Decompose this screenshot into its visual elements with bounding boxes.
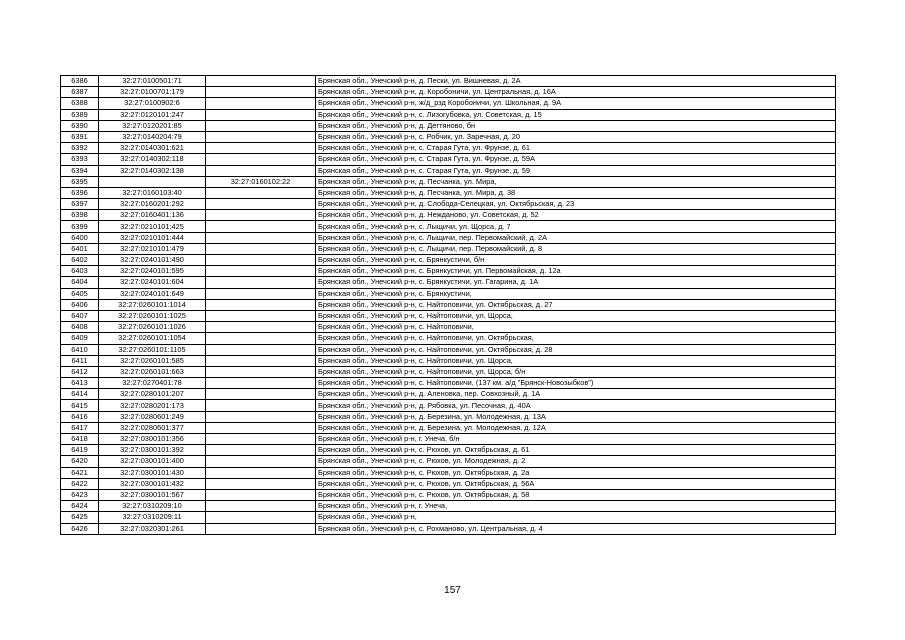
page-number: 157 [444,585,461,596]
table-row [61,288,836,299]
row-number-cell: 6420 [61,456,99,467]
cadastral-number-cell: 32:27:0120101:247 [99,109,206,120]
address-cell: Брянская обл., Унечский р-н, с. Рюхов, ул. Молодежная, д. 2 [316,456,836,467]
cadastral-number-cell: 32:27:0280101:207 [99,389,206,400]
table-row [61,489,836,500]
table-row [61,322,836,333]
row-number-cell: 6407 [61,310,99,321]
row-number-cell: 6409 [61,333,99,344]
row-number-cell: 6401 [61,243,99,254]
cadastral-number-cell: 32:27:0140302:138 [99,165,206,176]
address-cell: Брянская обл., Унечский р-н, с. Лизогубовка, ул. Советская, д. 15 [316,109,836,120]
cadastral-number-cell: 32:27:0280201:173 [99,400,206,411]
cadastral-number-cell: 32:27:0210101:444 [99,232,206,243]
row-number-cell: 6419 [61,445,99,456]
cadastral-number-cell: 32:27:0320301:261 [99,523,206,534]
address-cell: Брянская обл., Унечский р-н, с. Брянкустичи, [316,288,836,299]
address-cell: Брянская обл., Унечский р-н, г. Унеча, б/н [316,434,836,445]
row-number-cell: 6424 [61,501,99,512]
address-cell: Брянская обл., Унечский р-н, с. Старая Гута, ул. Фрунзе, д. 59А [316,154,836,165]
cadastral-number-cell: 32:27:0100902:6 [99,98,206,109]
table-row [61,165,836,176]
previous-number-cell [206,131,316,142]
cadastral-number-cell: 32:27:0240101:490 [99,255,206,266]
previous-number-cell [206,411,316,422]
previous-number-cell [206,266,316,277]
previous-number-cell [206,501,316,512]
previous-number-cell [206,333,316,344]
cadastral-number-cell: 32:27:0300101:432 [99,478,206,489]
address-cell: Брянская обл., Унечский р-н, д. Песчанка, ул. Мира, [316,176,836,187]
address-cell: Брянская обл., Унечский р-н, д. Неждановo, ул. Советская, д. 52 [316,210,836,221]
previous-number-cell [206,478,316,489]
address-cell: Брянская обл., Унечский р-н, д. Коробоничи, ул. Центральная, д. 16А [316,87,836,98]
address-cell: Брянская обл., Унечский р-н, с. Старая Гута, ул. Фрунзе, д. 59 [316,165,836,176]
address-cell: Брянская обл., Унечский р-н, с. Робчик, ул. Заречная, д. 20 [316,131,836,142]
previous-number-cell [206,489,316,500]
address-cell: Брянская обл., Унечский р-н, с. Найтоповичи, ул. Щорса, б/н [316,366,836,377]
previous-number-cell [206,210,316,221]
table-row [61,456,836,467]
table-row [61,501,836,512]
table-row [61,355,836,366]
address-cell: Брянская обл., Унечский р-н, с. Рохманово, ул. Центральная, д. 4 [316,523,836,534]
row-number-cell: 6415 [61,400,99,411]
previous-number-cell [206,87,316,98]
previous-number-cell [206,355,316,366]
table-row [61,400,836,411]
address-cell: Брянская обл., Унечский р-н, с. Найтоповичи, (137 км. а/д "Брянск-Новозыбков") [316,378,836,389]
address-cell: Брянская обл., Унечский р-н, с. Найтоповичи, ул. Октябрьская, д. 27 [316,299,836,310]
table-row [61,210,836,221]
previous-number-cell [206,277,316,288]
table-row [61,187,836,198]
previous-number-cell [206,76,316,87]
property-table-body [61,76,836,535]
cadastral-number-cell: 32:27:0140302:118 [99,154,206,165]
cadastral-number-cell: 32:27:0270401:78 [99,378,206,389]
row-number-cell: 6399 [61,221,99,232]
address-cell: Брянская обл., Унечский р-н, с. Лыщичи, ул. Щорса, д. 7 [316,221,836,232]
previous-number-cell [206,299,316,310]
address-cell: Брянская обл., Унечский р-н, с. Брянкустичи, ул. Первомайская, д. 12а [316,266,836,277]
cadastral-number-cell: 32:27:0310209:11 [99,512,206,523]
row-number-cell: 6423 [61,489,99,500]
table-row [61,87,836,98]
cadastral-number-cell: 32:27:0140204:79 [99,131,206,142]
cadastral-number-cell: 32:27:0260101:1025 [99,310,206,321]
row-number-cell: 6405 [61,288,99,299]
cadastral-number-cell: 32:27:0260101:585 [99,355,206,366]
address-cell: Брянская обл., Унечский р-н, д. Дегтяново, бн [316,120,836,131]
cadastral-number-cell: 32:27:0260101:1014 [99,299,206,310]
cadastral-number-cell: 32:27:0240101:604 [99,277,206,288]
table-row [61,310,836,321]
previous-number-cell [206,154,316,165]
address-cell: Брянская обл., Унечский р-н, с. Брянкустичи, б/н [316,255,836,266]
previous-number-cell [206,232,316,243]
previous-number-cell [206,389,316,400]
address-cell: Брянская обл., Унечский р-н, с. Найтоповичи, [316,322,836,333]
row-number-cell: 6402 [61,255,99,266]
row-number-cell: 6404 [61,277,99,288]
row-number-cell: 6386 [61,76,99,87]
cadastral-number-cell: 32:27:0280601:249 [99,411,206,422]
previous-number-cell [206,445,316,456]
cadastral-number-cell: 32:27:0100501:71 [99,76,206,87]
previous-number-cell [206,187,316,198]
cadastral-number-cell: 32:27:0240101:649 [99,288,206,299]
cadastral-number-cell: 32:27:0160401:136 [99,210,206,221]
cadastral-number-cell: 32:27:0260101:1054 [99,333,206,344]
cadastral-number-cell: 32:27:0160103:40 [99,187,206,198]
previous-number-cell [206,422,316,433]
row-number-cell: 6389 [61,109,99,120]
address-cell: Брянская обл., Унечский р-н, д. Песчанка, ул. Мира, д. 38 [316,187,836,198]
address-cell: Брянская обл., Унечский р-н, с. Найтоповичи, ул. Щорса, [316,355,836,366]
previous-number-cell [206,109,316,120]
table-row [61,98,836,109]
table-row [61,277,836,288]
cadastral-number-cell: 32:27:0300101:400 [99,456,206,467]
table-row [61,299,836,310]
table-row [61,266,836,277]
table-row [61,467,836,478]
row-number-cell: 6403 [61,266,99,277]
table-row [61,255,836,266]
table-row [61,333,836,344]
cadastral-number-cell: 32:27:0260101:663 [99,366,206,377]
row-number-cell: 6414 [61,389,99,400]
row-number-cell: 6391 [61,131,99,142]
cadastral-number-cell: 32:27:0210101:479 [99,243,206,254]
address-cell: Брянская обл., Унечский р-н, с. Лыщичи, пер. Первомайский, д. 8 [316,243,836,254]
table-row [61,143,836,154]
row-number-cell: 6400 [61,232,99,243]
row-number-cell: 6387 [61,87,99,98]
address-cell: Брянская обл., Унечский р-н, с. Брянкустичи, ул. Гагарина, д. 1А [316,277,836,288]
address-cell: Брянская обл., Унечский р-н, д. Слобода-Селецкая, ул. Октябрьская, д. 23 [316,199,836,210]
table-row [61,109,836,120]
previous-number-cell [206,366,316,377]
previous-number-cell [206,456,316,467]
address-cell: Брянская обл., Унечский р-н, д. Рябовка, ул. Песочная, д. 40А [316,400,836,411]
cadastral-number-cell [99,176,206,187]
address-cell: Брянская обл., Унечский р-н, с. Найтоповичи, ул. Октябрьская, д. 28 [316,344,836,355]
row-number-cell: 6411 [61,355,99,366]
address-cell: Брянская обл., Унечский р-н, д. Березина, ул. Молодежная, д. 13А [316,411,836,422]
cadastral-number-cell: 32:27:0140301:621 [99,143,206,154]
previous-number-cell [206,143,316,154]
previous-number-cell [206,400,316,411]
table-row [61,199,836,210]
row-number-cell: 6398 [61,210,99,221]
previous-number-cell [206,165,316,176]
row-number-cell: 6396 [61,187,99,198]
cadastral-number-cell: 32:27:0300101:356 [99,434,206,445]
address-cell: Брянская обл., Унечский р-н, с. Старая Гута, ул. Фрунзе, д. 61 [316,143,836,154]
table-row [61,76,836,87]
address-cell: Брянская обл., Унечский р-н, с. Рюхов, ул. Октябрьская, д. 56А [316,478,836,489]
cadastral-number-cell: 32:27:0260101:1105 [99,344,206,355]
previous-number-cell: 32:27:0160102:22 [206,176,316,187]
address-cell: Брянская обл., Унечский р-н, с. Лыщичи, пер. Первомайский, д. 2А [316,232,836,243]
address-cell: Брянская обл., Унечский р-н, [316,512,836,523]
table-row [61,422,836,433]
previous-number-cell [206,288,316,299]
address-cell: Брянская обл., Унечский р-н, с. Найтоповичи, ул. Щорса, [316,310,836,321]
row-number-cell: 6422 [61,478,99,489]
address-cell: Брянская обл., Унечский р-н, д. Аленовка, пер. Совхозный, д. 1А [316,389,836,400]
address-cell: Брянская обл., Унечский р-н, д. Пески, ул. Вишневая, д. 2А [316,76,836,87]
row-number-cell: 6395 [61,176,99,187]
row-number-cell: 6392 [61,143,99,154]
row-number-cell: 6417 [61,422,99,433]
address-cell: Брянская обл., Унечский р-н, д. Березина, ул. Молодежная, д. 12А [316,422,836,433]
table-row [61,120,836,131]
address-cell: Брянская обл., Унечский р-н, ж/д_рзд Коробоничи, ул. Школьная, д. 9А [316,98,836,109]
row-number-cell: 6425 [61,512,99,523]
table-row [61,378,836,389]
cadastral-number-cell: 32:27:0300101:430 [99,467,206,478]
address-cell: Брянская обл., Унечский р-н, с. Рюхов, ул. Октябрьская, д. 2а [316,467,836,478]
address-cell: Брянская обл., Унечский р-н, с. Найтоповичи, ул. Октябрьская, [316,333,836,344]
previous-number-cell [206,310,316,321]
row-number-cell: 6393 [61,154,99,165]
address-cell: Брянская обл., Унечский р-н, с. Рюхов, ул. Октябрьская, д. 58 [316,489,836,500]
row-number-cell: 6397 [61,199,99,210]
cadastral-number-cell: 32:27:0100701:179 [99,87,206,98]
table-row [61,176,836,187]
row-number-cell: 6421 [61,467,99,478]
previous-number-cell [206,243,316,254]
row-number-cell: 6418 [61,434,99,445]
table-row [61,154,836,165]
cadastral-number-cell: 32:27:0310209:10 [99,501,206,512]
cadastral-number-cell: 32:27:0300101:567 [99,489,206,500]
previous-number-cell [206,378,316,389]
table-row [61,478,836,489]
row-number-cell: 6394 [61,165,99,176]
table-row [61,232,836,243]
table-row [61,221,836,232]
previous-number-cell [206,322,316,333]
table-row [61,366,836,377]
table-row [61,389,836,400]
row-number-cell: 6406 [61,299,99,310]
cadastral-number-cell: 32:27:0280601:377 [99,422,206,433]
previous-number-cell [206,221,316,232]
table-row [61,411,836,422]
row-number-cell: 6412 [61,366,99,377]
table-row [61,512,836,523]
previous-number-cell [206,434,316,445]
previous-number-cell [206,523,316,534]
previous-number-cell [206,98,316,109]
previous-number-cell [206,467,316,478]
cadastral-number-cell: 32:27:0120201:85 [99,120,206,131]
table-row [61,344,836,355]
table-row [61,243,836,254]
table-row [61,131,836,142]
previous-number-cell [206,344,316,355]
address-cell: Брянская обл., Унечский р-н, с. Рюхов, ул. Октябрьская, д. 61 [316,445,836,456]
table-row [61,445,836,456]
property-table [60,75,836,535]
previous-number-cell [206,512,316,523]
row-number-cell: 6390 [61,120,99,131]
cadastral-number-cell: 32:27:0300101:392 [99,445,206,456]
table-row [61,434,836,445]
row-number-cell: 6408 [61,322,99,333]
previous-number-cell [206,255,316,266]
previous-number-cell [206,199,316,210]
row-number-cell: 6413 [61,378,99,389]
row-number-cell: 6388 [61,98,99,109]
cadastral-number-cell: 32:27:0260101:1026 [99,322,206,333]
cadastral-number-cell: 32:27:0210101:425 [99,221,206,232]
previous-number-cell [206,120,316,131]
cadastral-number-cell: 32:27:0240101:595 [99,266,206,277]
row-number-cell: 6410 [61,344,99,355]
table-row [61,523,836,534]
row-number-cell: 6416 [61,411,99,422]
row-number-cell: 6426 [61,523,99,534]
address-cell: Брянская обл., Унечский р-н, г. Унеча, [316,501,836,512]
cadastral-number-cell: 32:27:0160201:292 [99,199,206,210]
